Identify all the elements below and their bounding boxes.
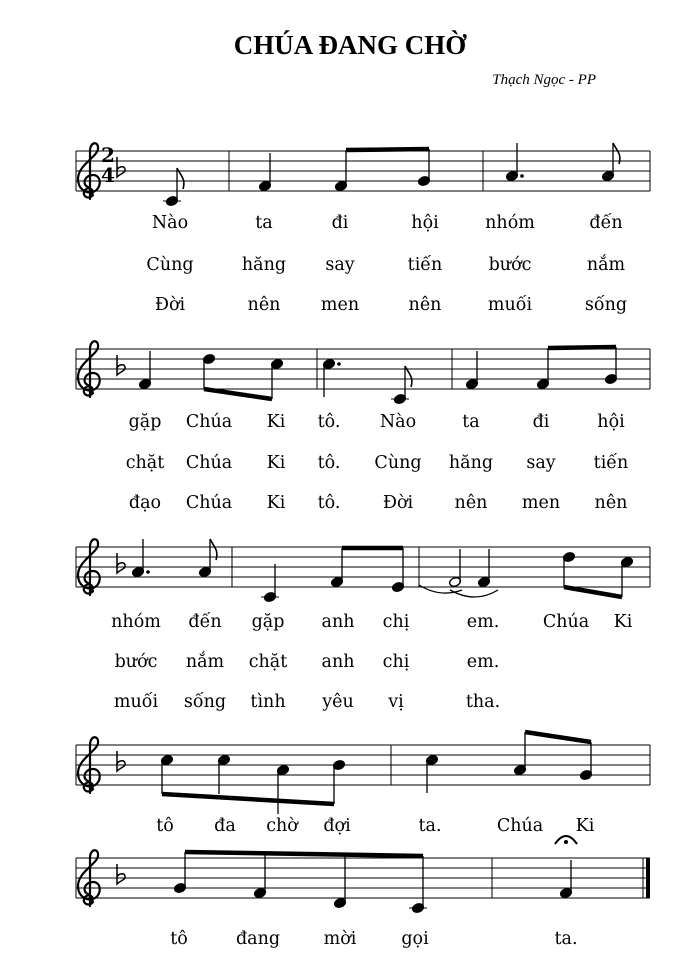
composer-credit: Thạch Ngọc - PP — [492, 72, 596, 88]
lyric-word: men — [521, 493, 561, 513]
flat-icon — [117, 157, 125, 177]
lyric-word: chị — [382, 652, 410, 672]
beam — [525, 732, 591, 742]
lyric-word: đến — [188, 612, 222, 632]
lyric-word: Nào — [151, 213, 189, 233]
flat-icon — [117, 553, 125, 573]
lyric-word: chặt — [248, 652, 288, 672]
lyric-word: Chúa — [185, 493, 233, 513]
lyric-word: Đời — [382, 493, 414, 513]
lyric-word: muối — [487, 295, 533, 315]
lyric-word: anh — [321, 612, 355, 632]
lyric-word: men — [320, 295, 360, 315]
beam — [346, 149, 429, 150]
lyric-word: Đời — [154, 295, 186, 315]
beam — [548, 347, 616, 348]
lyric-word: sống — [183, 692, 227, 712]
lyric-word: gặp — [251, 612, 285, 632]
beam — [564, 587, 622, 597]
lyric-word: đa — [214, 816, 236, 836]
lyric-word: Cùng — [146, 255, 194, 275]
lyric-word: em. — [466, 652, 500, 672]
lyric-word: chị — [382, 612, 410, 632]
lyric-word: đến — [589, 213, 623, 233]
lyric-word: Nào — [379, 412, 417, 432]
lyric-word: Ki — [575, 816, 595, 836]
lyric-word: tình — [250, 692, 286, 712]
lyric-word: em. — [466, 612, 500, 632]
lyric-word: hội — [597, 412, 625, 432]
lyric-word: Ki — [266, 493, 286, 513]
lyric-word: yêu — [322, 692, 354, 712]
lyric-word: tiến — [407, 255, 443, 275]
lyric-word: Cùng — [374, 453, 422, 473]
augmentation-dot — [520, 174, 524, 178]
lyric-word: chặt — [125, 453, 165, 473]
notes-layer — [128, 143, 633, 914]
lyric-word: nên — [247, 295, 281, 315]
lyric-word: đang — [235, 929, 281, 949]
beam — [162, 794, 334, 804]
lyric-word: gặp — [128, 412, 162, 432]
fermata-dot — [564, 840, 568, 844]
lyric-word: tha. — [465, 692, 501, 712]
lyric-word: nên — [454, 493, 488, 513]
lyric-word: đạo — [128, 493, 162, 513]
lyric-word: tô. — [317, 412, 341, 432]
lyric-word: Chúa — [496, 816, 544, 836]
final-barline — [646, 858, 650, 898]
flat-icon — [117, 751, 125, 771]
augmentation-dot — [337, 362, 341, 366]
lyric-word: tô — [156, 816, 174, 836]
lyric-word: say — [325, 255, 355, 275]
beam — [204, 389, 272, 399]
lyric-word: muối — [113, 692, 159, 712]
lyric-word: hăng — [241, 255, 287, 275]
lyric-word: gọi — [401, 929, 429, 949]
time-signature-bottom: 4 — [101, 163, 115, 187]
lyric-word: Chúa — [185, 453, 233, 473]
lyric-word: say — [526, 453, 556, 473]
lyric-word: Chúa — [185, 412, 233, 432]
flat-icon — [117, 355, 125, 375]
lyric-word: bước — [488, 255, 532, 275]
lyric-word: Ki — [266, 453, 286, 473]
lyric-word: ta — [255, 213, 273, 233]
lyric-word: hăng — [448, 453, 494, 473]
augmentation-dot — [146, 570, 150, 574]
flat-icon — [117, 864, 125, 884]
lyric-word: nắm — [586, 255, 626, 275]
lyric-word: sống — [584, 295, 628, 315]
lyric-word: Ki — [266, 412, 286, 432]
lyric-word: ta — [462, 412, 480, 432]
beam — [185, 852, 423, 856]
lyric-word: nên — [408, 295, 442, 315]
lyric-word: nên — [594, 493, 628, 513]
song-title: CHÚA ĐANG CHỜ — [233, 30, 467, 60]
lyric-word: anh — [321, 652, 355, 672]
lyric-word: tô. — [317, 453, 341, 473]
lyric-word: nhóm — [485, 213, 535, 233]
lyric-word: mời — [323, 929, 357, 949]
lyric-word: Chúa — [542, 612, 590, 632]
time-signature-top: 2 — [101, 143, 115, 167]
lyric-word: đợi — [323, 816, 351, 836]
lyric-word: ta. — [418, 816, 442, 836]
lyric-word: tô — [170, 929, 188, 949]
lyric-word: Ki — [613, 612, 633, 632]
lyric-word: tô. — [317, 493, 341, 513]
lyric-word: nhóm — [111, 612, 161, 632]
lyric-word: bước — [114, 652, 158, 672]
lyric-word: hội — [411, 213, 439, 233]
lyric-word: vị — [388, 692, 404, 712]
lyric-word: đi — [532, 412, 550, 432]
lyric-word: nắm — [185, 652, 225, 672]
lyric-word: tiến — [593, 453, 629, 473]
lyric-word: chờ — [266, 816, 298, 836]
lyric-word: đi — [331, 213, 349, 233]
lyric-word: ta. — [554, 929, 578, 949]
